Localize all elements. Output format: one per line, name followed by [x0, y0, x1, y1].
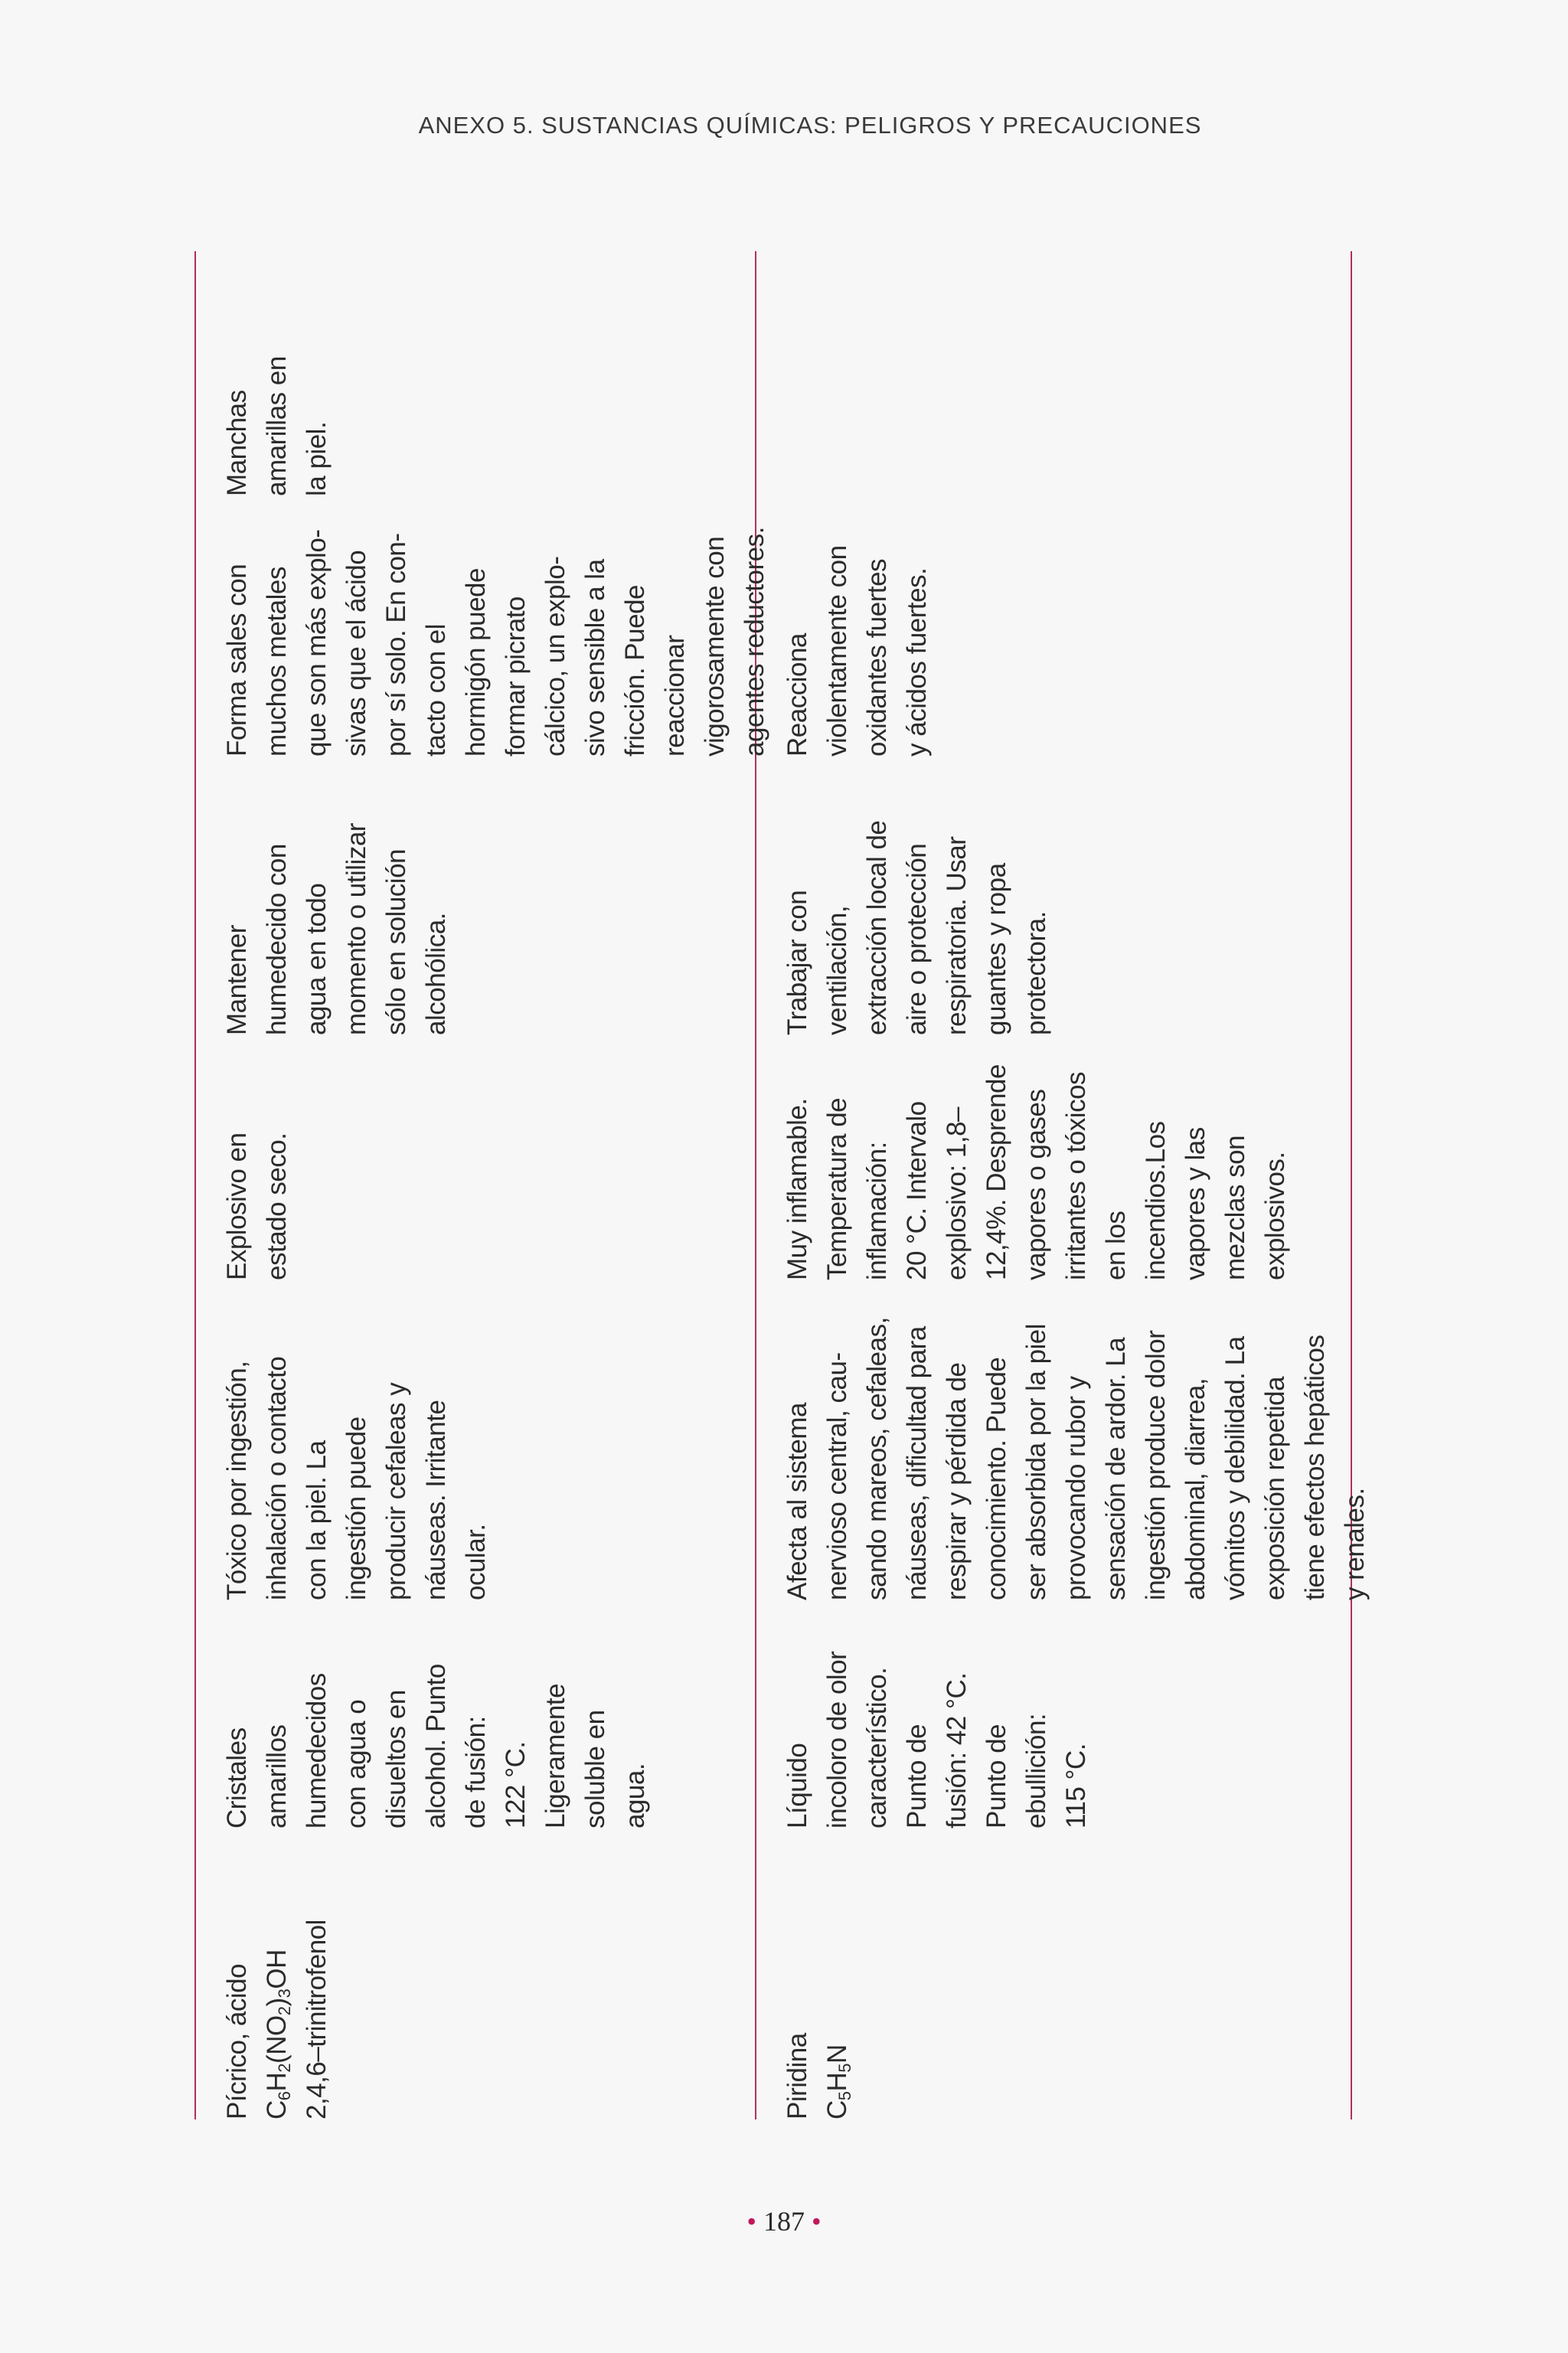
cell-line: guantes y ropa [982, 863, 1011, 1035]
cell-line: $C_6H_2(NO_2)_3OH$ [262, 1949, 294, 2119]
cell-line: exposición repetida [1260, 1376, 1290, 1600]
cell-line: extracción local de [862, 820, 892, 1035]
cell-line: vapores o gases [1021, 1089, 1051, 1280]
cell-line: disueltos en [381, 1690, 411, 1828]
cell-line: sivo sensible a la [580, 559, 610, 757]
cell-line: característico. [862, 1667, 892, 1828]
cell-line: irritantes o tóxicos [1061, 1071, 1091, 1280]
cell-line: Punto de [902, 1724, 932, 1828]
cell-line: oxidantes fuertes [862, 558, 892, 757]
cell-line: de fusión: [461, 1716, 491, 1828]
cell-line: Manchas [222, 390, 252, 496]
cell-line: humedecidos [302, 1673, 332, 1828]
cell-line: abdominal, diarrea, [1181, 1377, 1210, 1600]
cell-line: alcohólica. [421, 913, 451, 1035]
cell-line: náuseas, dificultad para [902, 1326, 932, 1600]
cell-line: $C_5H_5N$ [822, 2044, 854, 2119]
cell-line: 115 °C. [1061, 1743, 1091, 1828]
cell-line: ocular. [461, 1524, 491, 1600]
cell-line: provocando rubor y [1061, 1376, 1091, 1600]
cell-line: reaccionar [660, 635, 690, 757]
cell-line: con agua o [341, 1699, 371, 1828]
cell-line: amarillos [262, 1724, 292, 1828]
cell-line: formar picrato [501, 596, 531, 757]
cell-line: Explosivo en [222, 1132, 252, 1280]
page-number-value: 187 [763, 2206, 805, 2237]
cell-line: náuseas. Irritante [421, 1400, 451, 1600]
cell-line: Muy inflamable. [782, 1098, 812, 1280]
cell-line: respiratoria. Usar [942, 836, 972, 1035]
cell-line: muchos metales [262, 567, 292, 757]
cell-notes [217, 356, 337, 496]
cell-line: Forma sales con [222, 564, 252, 757]
cell-line: y renales. [1340, 1488, 1370, 1600]
cell-line: la piel. [302, 421, 332, 496]
cell-line: sólo en solución [381, 849, 411, 1035]
cell-line: nervioso central, cau- [822, 1352, 852, 1600]
cell-health-hazards [217, 1357, 496, 1600]
cell-line: fusión: 42 °C. [942, 1672, 972, 1828]
cell-line: y ácidos fuertes. [902, 567, 932, 757]
cell-line: Temperatura de [822, 1097, 852, 1280]
cell-line: incoloro de olor [822, 1651, 852, 1828]
cell-line: con la piel. La [302, 1440, 332, 1600]
cell-line: en los [1101, 1211, 1131, 1280]
cell-precautions [778, 821, 1057, 1035]
running-head: ANEXO 5. SUSTANCIAS QUÍMICAS: PELIGROS Y PRECAUCIONES [418, 112, 1202, 139]
cell-line: Pícrico, ácido [222, 1963, 252, 2119]
cell-line: agua en todo [302, 883, 332, 1035]
cell-line: ser absorbida por la piel [1021, 1323, 1051, 1600]
substances-table [196, 259, 1370, 2119]
cell-line: momento o utilizar [341, 823, 371, 1035]
cell-line: violentamente con [822, 545, 852, 757]
cell-line: incendios.Los [1141, 1121, 1171, 1280]
cell-line: vapores y las [1181, 1127, 1210, 1280]
cell-line: alcohol. Punto [421, 1664, 451, 1828]
cell-fire-explosion [217, 1133, 297, 1280]
cell-line: ingestión produce dolor [1141, 1330, 1171, 1600]
cell-precautions [217, 823, 456, 1035]
cell-line: Mantener [222, 925, 252, 1035]
cell-substance [217, 1920, 337, 2119]
cell-line: 12,4%. Desprende [982, 1064, 1011, 1280]
cell-line: Tóxico por ingestión, [222, 1361, 252, 1600]
cell-line: respirar y pérdida de [942, 1362, 972, 1600]
cell-line: que son más explo- [302, 529, 332, 757]
cell-line: cálcico, un explo- [541, 556, 570, 757]
cell-line: Trabajar con [782, 890, 812, 1035]
cell-line: explosivo: 1,8– [942, 1107, 972, 1280]
cell-line: sensación de ardor. La [1101, 1337, 1131, 1600]
cell-line: inhalación o contacto [262, 1356, 292, 1600]
cell-line: conocimiento. Puede [982, 1357, 1011, 1600]
cell-line: hormigón puede [461, 568, 491, 757]
cell-line: Cristales [222, 1727, 252, 1828]
cell-line: tacto con el [421, 624, 451, 757]
cell-line: ventilación, [822, 905, 852, 1035]
cell-line: agentes reductores. [740, 527, 769, 757]
cell-health-hazards [778, 1317, 1375, 1600]
cell-line: soluble en [580, 1710, 610, 1828]
cell-line: ebullición: [1021, 1713, 1051, 1828]
cell-line: vómitos y debilidad. La [1220, 1336, 1250, 1600]
cell-reactivity [778, 545, 937, 757]
page-number [0, 2205, 1568, 2237]
cell-line: ingestión puede [341, 1417, 371, 1600]
cell-line: Afecta al sistema [782, 1403, 812, 1600]
cell-line: tiene efectos hepáticos [1300, 1335, 1330, 1600]
cell-line: explosivos. [1260, 1152, 1290, 1280]
cell-line: Líquido [782, 1743, 812, 1828]
cell-line: 122 °C. [501, 1741, 531, 1828]
cell-line: por sí solo. En con- [381, 533, 411, 757]
cell-fire-explosion [778, 1064, 1295, 1280]
cell-line: estado seco. [262, 1132, 292, 1280]
cell-reactivity [217, 527, 775, 757]
cell-line: Reacciona [782, 633, 812, 757]
cell-line: producir cefaleas y [381, 1382, 411, 1600]
cell-line: Punto de [982, 1724, 1011, 1828]
cell-properties [217, 1664, 655, 1828]
cell-line: mezclas son [1220, 1135, 1250, 1280]
cell-line: Piridina [782, 2033, 812, 2119]
cell-substance [778, 2033, 858, 2119]
cell-line: amarillas en [262, 356, 292, 496]
page-number-bullet-right: • [812, 2206, 822, 2237]
cell-line: fricción. Puede [620, 584, 650, 757]
cell-line: humedecido con [262, 844, 292, 1035]
cell-line: agua. [620, 1763, 650, 1828]
cell-line: sivas que el ácido [341, 550, 371, 757]
cell-line: sando mareos, cefaleas, [862, 1317, 892, 1600]
cell-line: inflamación: [862, 1142, 892, 1280]
cell-properties [778, 1652, 1096, 1828]
cell-line: vigorosamente con [700, 536, 730, 757]
cell-line: protectora. [1021, 911, 1051, 1035]
cell-line: 20 °C. Intervalo [902, 1101, 932, 1280]
cell-line: Ligeramente [541, 1683, 570, 1828]
page-number-bullet-left: • [746, 2206, 756, 2237]
cell-line: 2,4,6–trinitrofenol [302, 1920, 332, 2119]
cell-line: aire o protección [902, 843, 932, 1035]
